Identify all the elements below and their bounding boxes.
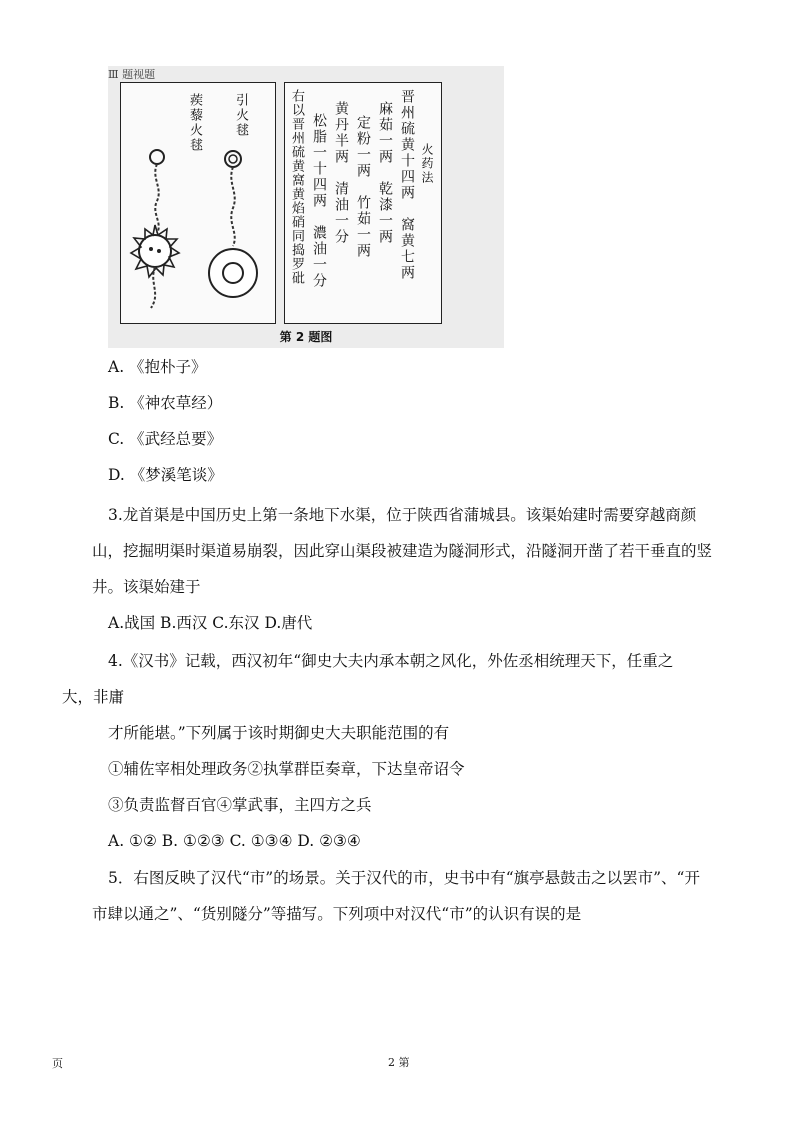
option-2c: C. 《武经总要》 [108, 430, 223, 448]
figure-question-2 [108, 66, 504, 348]
cropped-header-text: Ⅲ 题视题 [108, 68, 156, 80]
question-4-line-3: 才所能堪。”下列属于该时期御史大夫职能范围的有 [108, 724, 450, 742]
question-3-line-1: 3.龙首渠是中国历史上第一条地下水渠，位于陕西省蒲城县。该渠始建时需要穿越商颜 [108, 506, 697, 524]
question-4-statements-2: ③负责监督百官④掌武事，主四方之兵 [108, 796, 372, 814]
ignition-ball-icon [209, 249, 257, 297]
recipe-col-4: 定粉一两 竹茹一两 [355, 115, 371, 259]
question-3-line-2: 山，挖掘明渠时渠道易崩裂，因此穿山渠段被建造为隧洞形式，沿隧洞开凿了若干垂直的竖 [92, 542, 713, 560]
footer-page-label: 页 [52, 1057, 63, 1070]
option-2a: A. 《抱朴子》 [108, 358, 207, 376]
recipe-col-5: 黄丹半两 清油一分 [333, 101, 349, 245]
question-4-statements-1: ①辅佐宰相处理政务②执掌群臣奏章，下达皇帝诏令 [108, 760, 465, 778]
footer-page-number: 2 第 [388, 1056, 410, 1069]
question-3-options: A.战国 B.西汉 C.东汉 D.唐代 [108, 614, 313, 632]
recipe-col-3: 麻茹一两 乾漆一两 [377, 101, 393, 245]
label-ignition-fire-ball: 引火毬 [233, 93, 248, 138]
question-5-line-2: 市肆以通之”、“货别隧分”等描写。下列项中对汉代“市”的认识有误的是 [92, 905, 582, 923]
question-3-line-3: 井。该渠始建于 [92, 578, 201, 596]
question-5-line-1: 5．右图反映了汉代“市”的场景。关于汉代的市，史书中有“旗亭悬鼓击之以罢市”、“开 [108, 869, 700, 887]
figure-caption: 第 2 题图 [279, 330, 333, 344]
fire-ball-drawings [121, 83, 275, 323]
gunpowder-recipe-panel [284, 82, 442, 324]
question-4-line-2: 大，非庸 [62, 688, 125, 706]
recipe-col-7: 右以晋州硫黄窩黄焰硝同捣罗砒 [289, 89, 304, 285]
fire-ball-illustration-panel [120, 82, 276, 324]
option-2d: D. 《梦溪笔谈》 [108, 466, 223, 484]
label-caltrop-fire-ball: 蒺藜火毬 [187, 93, 202, 153]
option-2b: B. 《神农草经） [108, 394, 223, 412]
recipe-col-1: 火药法 [420, 143, 434, 185]
recipe-col-6: 松脂一十四两 濃油一分 [311, 113, 327, 289]
question-4-line-1: 4.《汉书》记载，西汉初年“御史大夫内承本朝之风化，外佐丞相统理天下，任重之 [108, 652, 674, 670]
recipe-col-2: 晋州硫黄十四两 窩黄七两 [399, 89, 415, 281]
question-4-options: A. ①② B. ①②③ C. ①③④ D. ②③④ [108, 832, 361, 850]
